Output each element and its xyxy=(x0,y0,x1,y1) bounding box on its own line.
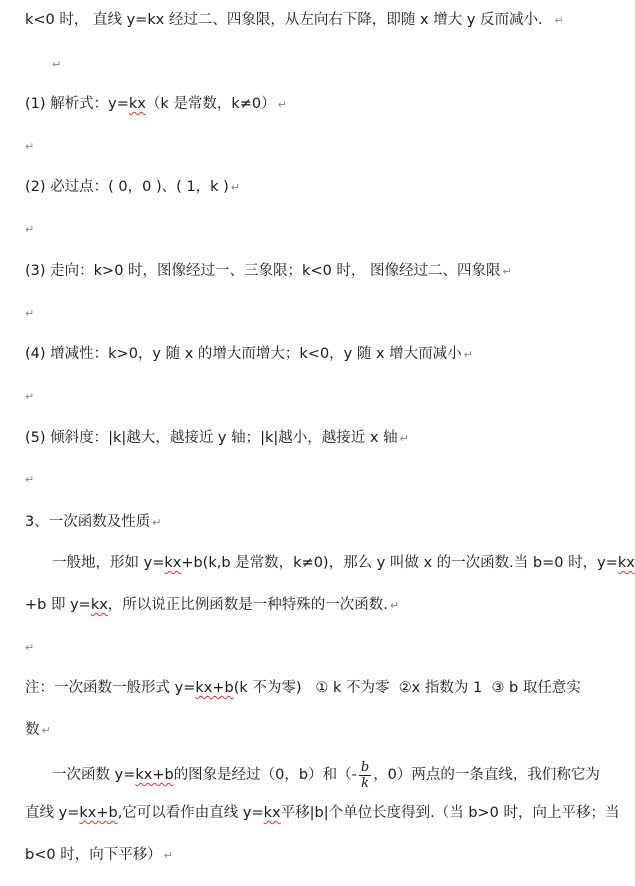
paragraph-mark-icon: ↵ xyxy=(163,849,173,862)
text: 一次函数 y= xyxy=(52,767,136,783)
paragraph-mark-icon: ↵ xyxy=(41,724,51,737)
property-3-direction xyxy=(25,261,594,282)
graph-line-3 xyxy=(25,845,594,866)
text: kx xyxy=(164,555,182,571)
text: (1) 解析式：y= xyxy=(25,96,129,112)
text: ，所以说正比例函数是一种特殊的一次函数. xyxy=(107,597,388,613)
graph-line-1 xyxy=(52,758,600,792)
blank-line xyxy=(25,637,594,658)
text: kx+b xyxy=(135,767,174,783)
section-heading xyxy=(25,512,594,533)
text: 3、一次函数及性质 xyxy=(25,514,151,530)
paragraph-mark-icon: ↵ xyxy=(399,432,409,445)
paragraph-mark-icon: ↵ xyxy=(25,473,35,486)
text: 的图象是经过（0，b）和（- xyxy=(173,767,357,783)
note-line-2 xyxy=(25,720,594,741)
text: ③ b 取任意实 xyxy=(491,680,581,696)
paragraph-mark-icon: ↵ xyxy=(389,599,400,612)
paragraph-mark-icon: ↵ xyxy=(52,58,62,71)
property-1-formula xyxy=(25,94,594,115)
text: kx xyxy=(90,597,108,613)
property-4-monotonicity xyxy=(25,344,594,365)
graph-line-2 xyxy=(25,803,620,823)
text: kx xyxy=(263,805,281,821)
fraction-denominator: k xyxy=(361,775,369,791)
text: kx+b xyxy=(79,805,118,821)
text: kx xyxy=(617,555,635,571)
text: ,它可以看作由直线 y= xyxy=(117,805,264,821)
paragraph-mark-icon: ↵ xyxy=(502,265,512,278)
blank-line xyxy=(52,54,594,75)
text: (k 不为零) xyxy=(233,680,302,696)
text: （k 是常数，k≠0） xyxy=(145,96,276,112)
text: ① k 不为零 xyxy=(315,680,390,696)
blank-line xyxy=(25,136,594,157)
paragraph-mark-icon: ↵ xyxy=(463,348,473,361)
text: (5) 倾斜度：|k|越大，越接近 y 轴；|k|越小，越接近 x 轴 xyxy=(25,430,398,446)
text: 直线 y= xyxy=(25,805,80,821)
text: ，0）两点的一条直线，我们称它为 xyxy=(373,767,600,783)
text: kx xyxy=(128,96,146,112)
text: 注：一次函数一般形式 y= xyxy=(25,680,196,696)
paragraph-mark-icon: ↵ xyxy=(25,223,35,236)
paragraph-mark-icon: ↵ xyxy=(25,390,35,403)
blank-line xyxy=(25,303,594,324)
text: b<0 时，向下平移） xyxy=(25,847,162,863)
paragraph-mark-icon: ↵ xyxy=(554,14,564,27)
text: +b(k,b 是常数，k≠0)，那么 y 叫做 x 的一次函数.当 b=0 时，y= xyxy=(181,555,618,571)
fraction-b-over-k xyxy=(359,760,371,791)
paragraph-mark-icon: ↵ xyxy=(152,516,162,529)
fraction-numerator: b xyxy=(360,759,370,775)
blank-line xyxy=(25,469,594,490)
text: 平移|b|个单位长度得到.（当 b>0 时，向上平移；当 xyxy=(280,805,620,821)
paragraph-mark-icon: ↵ xyxy=(25,641,35,654)
text: 数 xyxy=(25,722,40,738)
blank-line xyxy=(25,219,594,240)
text: kx+b xyxy=(195,680,234,696)
text-line-k-negative xyxy=(25,10,594,31)
text: (3) 走向：k>0 时，图像经过一、三象限；k<0 时， 图像经过二、四象限 xyxy=(25,263,501,279)
text: 一般地，形如 y= xyxy=(52,555,165,571)
paragraph-mark-icon: ↵ xyxy=(25,307,35,320)
text: +b 即 y= xyxy=(25,597,91,613)
property-5-slope xyxy=(25,428,594,449)
definition-line-1 xyxy=(52,553,635,573)
paragraph-mark-icon: ↵ xyxy=(277,98,287,111)
blank-line xyxy=(25,386,594,407)
text: ②x 指数为 1 xyxy=(398,680,483,696)
definition-line-2 xyxy=(25,595,594,616)
property-2-fixed-points xyxy=(25,177,594,198)
text: (4) 增减性：k>0，y 随 x 的增大而增大；k<0，y 随 x 增大而减小 xyxy=(25,346,462,362)
note-line-1 xyxy=(25,678,594,698)
paragraph-mark-icon: ↵ xyxy=(230,181,241,194)
paragraph-mark-icon: ↵ xyxy=(25,140,35,153)
text: (2) 必过点：( 0，0 )、( 1，k ) xyxy=(25,179,229,195)
text: k<0 时， 直线 y=kx 经过二、四象限，从左向右下降，即随 x 增大 y 反而减小． xyxy=(25,12,553,28)
